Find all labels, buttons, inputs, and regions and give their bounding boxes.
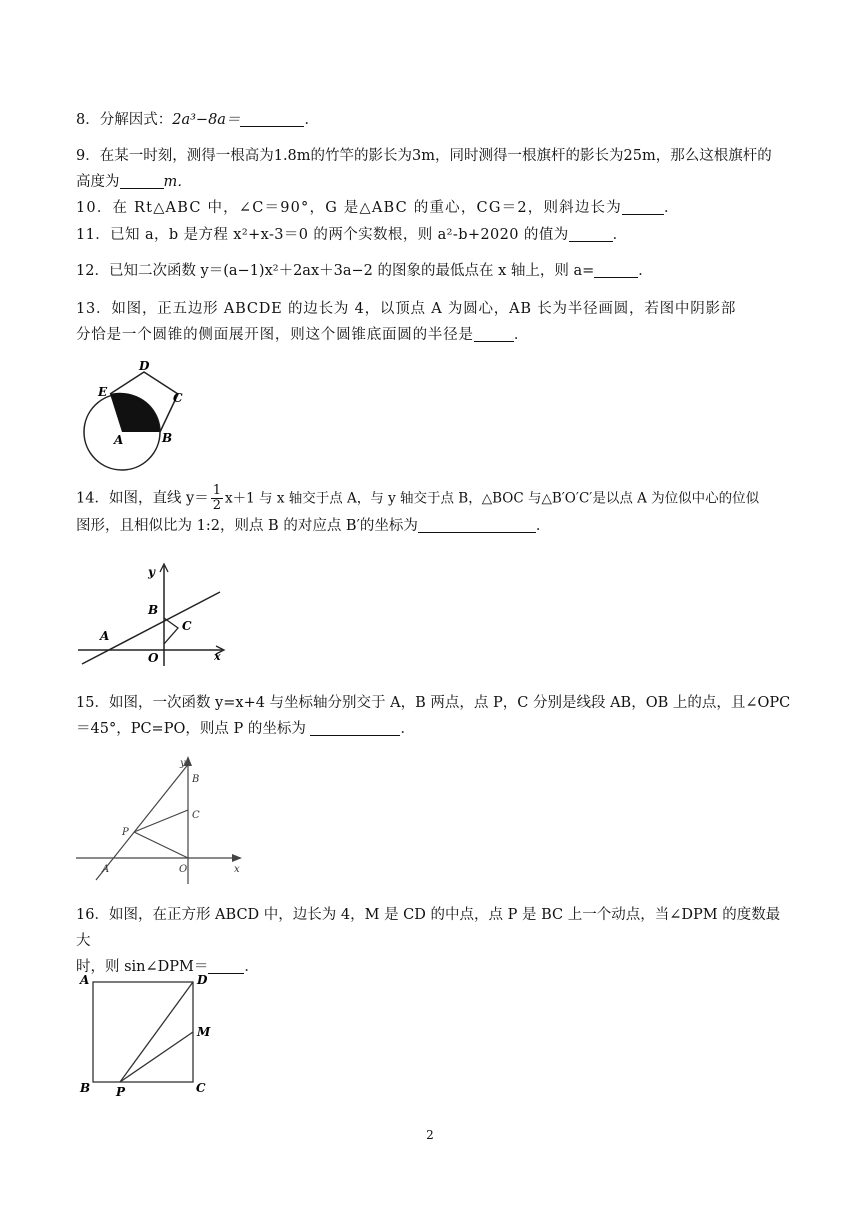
q10-end: ． <box>663 200 680 216</box>
label-C: C <box>196 1081 206 1095</box>
question-12 <box>76 258 792 284</box>
label-C: C <box>192 810 200 821</box>
q15-blank <box>310 719 400 736</box>
question-8 <box>76 107 792 133</box>
square-figure <box>76 968 226 1100</box>
label-y: y <box>180 758 186 769</box>
fraction-numerator: 1 <box>212 483 222 498</box>
q13-line1: 13．如图，正五边形 ABCDE 的边长为 4，以顶点 A 为圆心，AB 长为半径画圆，若图中阴影部 <box>76 301 737 317</box>
question-10 <box>76 195 792 221</box>
q13-end: ． <box>513 327 530 343</box>
label-A: A <box>114 433 124 447</box>
q15-line2: ＝45°，PC=PO，则点 P 的坐标为 <box>76 721 306 737</box>
pentagon-figure <box>76 356 206 478</box>
label-P: P <box>116 1085 126 1099</box>
segment-pm <box>120 1032 193 1082</box>
q14-lead: 14．如图，直线 y＝ <box>76 490 209 507</box>
q14-blank <box>418 516 536 533</box>
label-x: x <box>214 650 221 663</box>
q14-end: ． <box>535 518 551 534</box>
q11-end: ． <box>612 227 628 243</box>
label-P: P <box>122 827 129 838</box>
fraction-one-half <box>211 484 223 513</box>
triangle-boc <box>164 618 178 644</box>
q16-end: ． <box>244 959 259 975</box>
label-C: C <box>173 391 183 405</box>
label-O: O <box>179 864 188 875</box>
x-axis-arrow <box>232 854 242 862</box>
q8-lead: 8．分解因式： <box>76 112 173 128</box>
q10-text: 10．在 Rt△ABC 中，∠C＝90°，G 是△ABC 的重心，CG＝2，则斜边长为 <box>76 200 622 216</box>
q10-blank <box>622 198 664 215</box>
q13-blank <box>474 325 514 342</box>
question-14 <box>76 484 792 539</box>
label-M: M <box>197 1025 211 1039</box>
q16-line2: 时，则 sin∠DPM＝ <box>76 959 209 975</box>
q12-blank <box>594 261 638 278</box>
label-B: B <box>80 1081 91 1095</box>
q12-end: ． <box>638 263 653 279</box>
question-15 <box>76 690 792 742</box>
label-C: C <box>182 619 192 633</box>
q15-end: ． <box>400 721 415 737</box>
label-E: E <box>98 385 108 399</box>
segment-pc <box>134 810 188 832</box>
q11-text: 11．已知 a，b 是方程 x²+x-3＝0 的两个实数根，则 a²-b+2020 的值为 <box>76 227 569 243</box>
q8-end: ． <box>304 112 319 128</box>
q14-line2: 图形，且相似比为 1:2，则点 B 的对应点 B′的坐标为 <box>76 518 418 534</box>
linear-figure <box>76 754 252 886</box>
q9-line1: 9．在某一时刻，测得一根高为1.8m的竹竿的影长为3m，同时测得一根旗杆的影长为25m，那么这根旗杆的 <box>76 148 772 164</box>
label-D: D <box>197 973 208 987</box>
line-figure <box>76 560 226 670</box>
label-A: A <box>102 864 110 875</box>
label-x: x <box>234 864 240 875</box>
page-number: 2 <box>426 1128 434 1142</box>
fraction-denominator: 2 <box>212 498 222 513</box>
segment-po <box>134 832 188 858</box>
q9-line2-lead: 高度为 <box>76 174 120 190</box>
q14-rest: x＋1 与 x 轴交于点 A，与 y 轴交于点 B，△BOC 与△B′O′C′是以点 A 为位似中心的位似 <box>225 490 760 507</box>
label-B: B <box>162 431 173 445</box>
q12-text: 12．已知二次函数 y＝(a−1)x²＋2ax＋3a−2 的图象的最低点在 x 轴上，则 a= <box>76 263 595 279</box>
label-O: O <box>148 651 159 665</box>
q11-blank <box>569 225 613 242</box>
q9-blank <box>120 172 164 189</box>
label-A: A <box>80 973 90 987</box>
segment-pd <box>120 982 193 1082</box>
question-13 <box>76 296 792 348</box>
q15-line1: 15．如图，一次函数 y=x+4 与坐标轴分别交于 A，B 两点，点 P，C 分别是线段 AB，OB 上的点，且∠OPC <box>76 695 791 711</box>
label-B: B <box>192 774 200 785</box>
q9-line2-end: m． <box>163 174 192 190</box>
question-9 <box>76 143 792 195</box>
q13-line2: 分恰是一个圆锥的侧面展开图，则这个圆锥底面圆的半径是 <box>76 327 474 343</box>
q8-blank <box>240 110 304 127</box>
question-11 <box>76 222 792 248</box>
label-y: y <box>148 565 155 579</box>
shaded-sector <box>110 393 160 432</box>
label-D: D <box>139 359 150 373</box>
q16-line1: 16．如图，在正方形 ABCD 中，边长为 4，M 是 CD 的中点，点 P 是 BC 上一个动点，当∠DPM 的度数最大 <box>76 907 781 949</box>
line-y-x-plus-4 <box>96 762 190 880</box>
label-B: B <box>148 603 159 617</box>
label-A: A <box>100 629 110 643</box>
q8-expression: 2a³−8a＝ <box>172 112 241 128</box>
